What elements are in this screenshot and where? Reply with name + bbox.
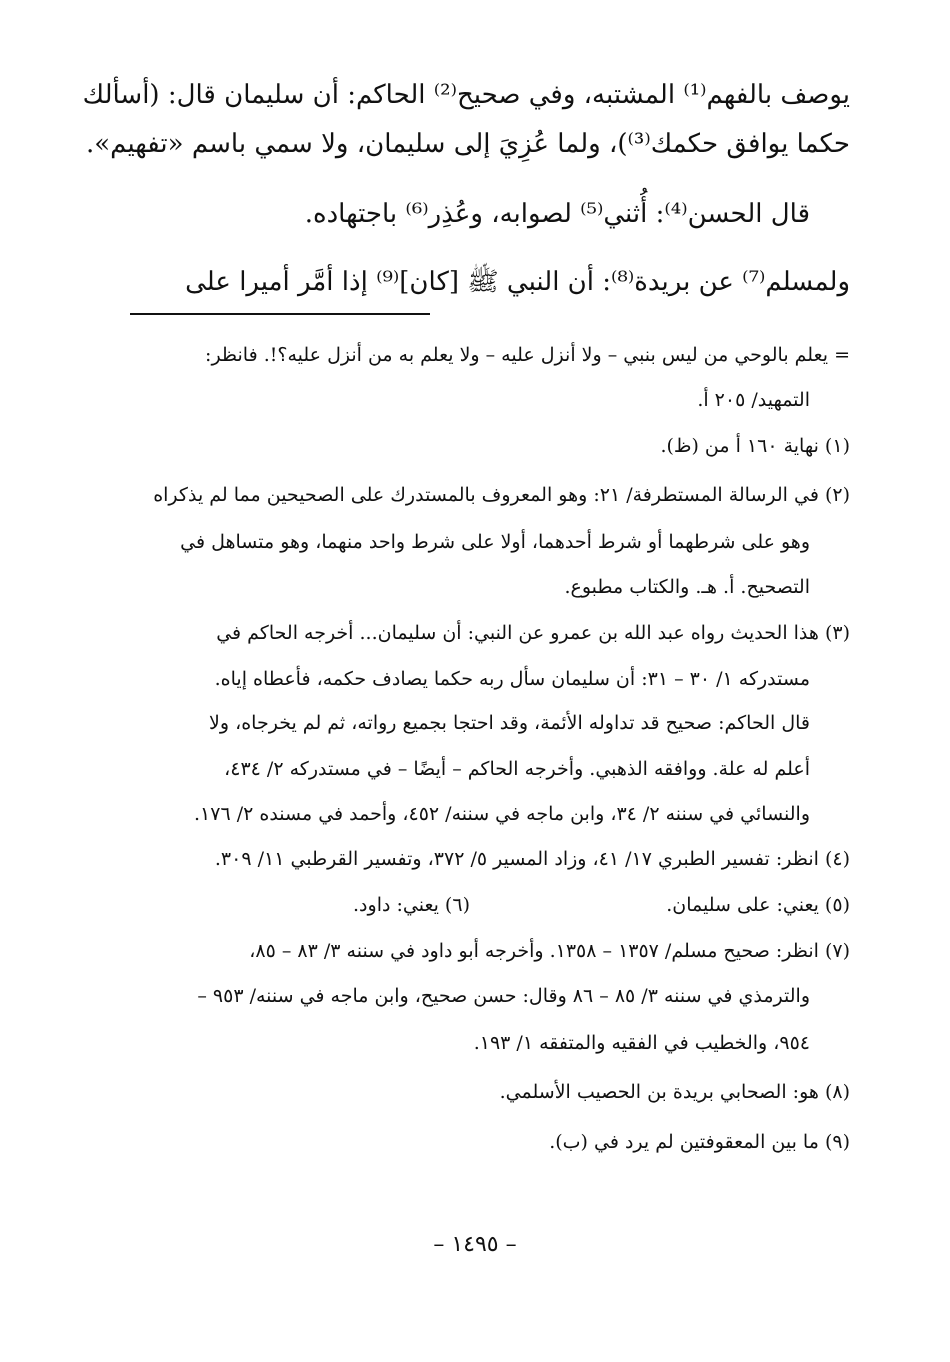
footnote-line: التمهيد/ ٢٠٥ أ. [697, 389, 810, 411]
footnote-line: ٩٥٤، والخطيب في الفقيه والمتفقه ١/ ١٩٣. [473, 1032, 810, 1054]
footnote-line: (٦) يعني: داود. [353, 894, 470, 916]
footnote-line: والنسائي في سننه ٢/ ٣٤، وابن ماجه في سننه/ ٤٥٢، وأحمد في مسنده ٢/ ١٧٦. [194, 803, 810, 825]
footnote-line: (٧) انظر: صحيح مسلم/ ١٣٥٧ – ١٣٥٨. وأخرجه أبو داود في سننه ٣/ ٨٣ – ٨٥، [249, 940, 850, 962]
page-number: – ١٤٩٥ – [433, 1232, 517, 1257]
footnote-line: (٤) انظر: تفسير الطبري ١٧/ ٤١، وزاد المسير ٥/ ٣٧٢، وتفسير القرطبي ١١/ ٣٠٩. [214, 848, 850, 870]
main-text-line: ولمسلم⁽⁷⁾ عن بريدة⁽⁸⁾: أن النبي ﷺ [كان]⁽⁹⁾ إذا أمَّر أميرا على [185, 267, 850, 297]
footnote-line: (٥) يعني: على سليمان. [666, 894, 850, 916]
footnote-line: قال الحاكم: صحيح قد تداوله الأئمة، وقد احتجا بجميع رواته، ثم لم يخرجاه، ولا [209, 712, 810, 734]
footnote-line: (١) نهاية ١٦٠ أ من (ظ). [660, 435, 850, 457]
footnote-line: والترمذي في سننه ٣/ ٨٥ – ٨٦ وقال: حسن صحيح، وابن ماجه في سننه/ ٩٥٣ – [197, 985, 810, 1007]
footnote-line: (٢) في الرسالة المستطرفة/ ٢١: وهو المعروف بالمستدرك على الصحيحين مما لم يذكراه [153, 484, 850, 506]
footnote-separator-rule [130, 313, 430, 315]
main-text-line: قال الحسن⁽⁴⁾: أُثني⁽⁵⁾ لصوابه، وعُذِر⁽⁶⁾ باجتهاده. [304, 199, 810, 229]
footnote-line: أعلم له علة. ووافقه الذهبي. وأخرجه الحاكم – أيضًا – في مستدركه ٢/ ٤٣٤، [224, 758, 810, 780]
main-text-line: يوصف بالفهم⁽¹⁾ المشتبه، وفي صحيح⁽²⁾ الحاكم: أن سليمان قال: (أسألك [82, 80, 850, 110]
main-text-line: حكما يوافق حكمك⁽³⁾)، ولما عُزِيَ إلى سليمان، ولا سمي باسم «تفهيم». [85, 129, 850, 159]
footnote-line: مستدركه ١/ ٣٠ – ٣١: أن سليمان سأل ربه حكما يصادف حكمه، فأعطاه إياه. [214, 668, 810, 690]
footnote-line: التصحيح. أ. هـ. والكتاب مطبوع. [564, 576, 810, 598]
footnote-line: (٣) هذا الحديث رواه عبد الله بن عمرو عن النبي: أن سليمان... أخرجه الحاكم في [216, 622, 850, 644]
footnote-line: (٩) ما بين المعقوفتين لم يرد في (ب). [549, 1131, 850, 1153]
footnote-line: وهو على شرطهما أو شرط أحدهما، أولا على شرط واحد منهما، وهو متساهل في [180, 531, 810, 553]
footnote-line: (٨) هو: الصحابي بريدة بن الحصيب الأسلمي. [499, 1081, 850, 1103]
footnote-line: = يعلم بالوحي من ليس بنبي – ولا أنزل عليه – ولا يعلم به من أنزل عليه؟!. فانظر: [205, 344, 850, 366]
